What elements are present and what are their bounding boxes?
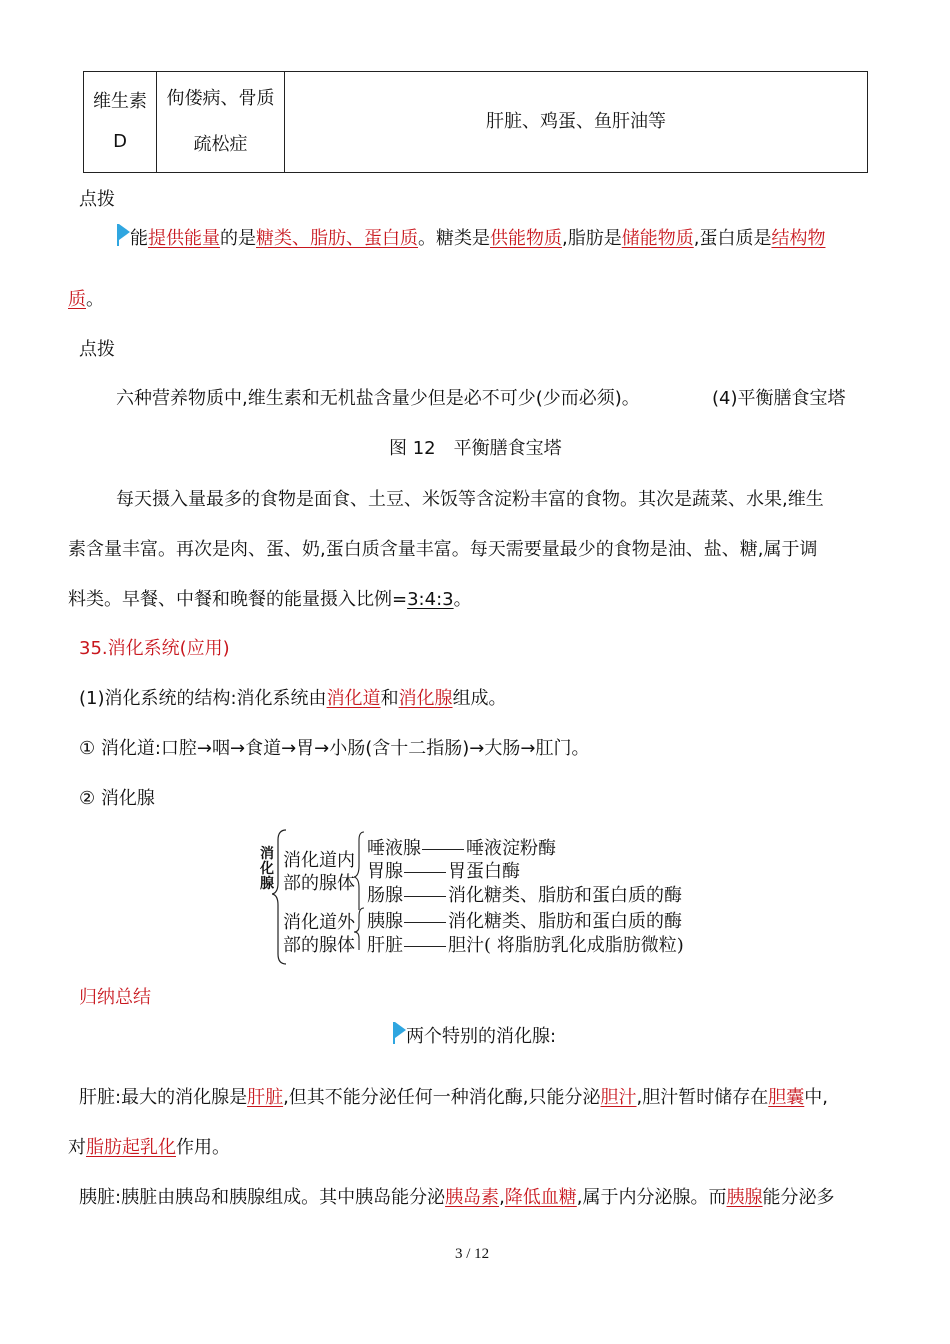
structure-line	[79, 686, 507, 712]
pancreas-line	[79, 1185, 835, 1211]
enzyme-name: 唾液淀粉酶	[466, 838, 556, 859]
gland-row	[367, 935, 684, 957]
enzyme-name: 消化糖类、脂肪和蛋白质的酶	[448, 885, 682, 906]
text: ,	[499, 1187, 505, 1208]
enzyme-name: 消化糖类、脂肪和蛋白质的酶	[448, 911, 682, 932]
outer-glands-label: 消化道外	[283, 912, 355, 933]
text: 中,	[804, 1087, 828, 1108]
key-term: 储能物质	[621, 228, 694, 249]
gland-name: 肝脏	[367, 935, 403, 956]
text: 。	[86, 289, 104, 310]
key-term: 胆汁	[600, 1087, 637, 1108]
text: 肝脏:最大的消化腺是	[79, 1087, 248, 1108]
diagram-root-label: 消化腺	[260, 846, 274, 892]
key-term: 消化腺	[398, 688, 453, 709]
key-term: 消化道	[326, 688, 381, 709]
figure-caption: 图 12 平衡膳食宝塔	[389, 438, 562, 459]
text: ,胆汁暂时储存在	[636, 1087, 769, 1108]
text: 对	[68, 1137, 86, 1158]
cell-nutrient	[84, 72, 157, 173]
cell-disease-text: 佝偻病、骨质疏松症	[166, 88, 275, 155]
inner-glands-label: 消化道内	[283, 850, 355, 871]
cell-source-text: 肝脏、鸡蛋、鱼肝油等	[486, 111, 666, 132]
table-row	[84, 72, 868, 173]
text: ,属于内分泌腺。而	[576, 1187, 727, 1208]
summary-heading: 归纳总结	[79, 987, 151, 1008]
flag-icon	[119, 224, 130, 240]
enzyme-name: 胆汁( 将脂肪乳化成脂肪微粒)	[448, 935, 684, 956]
digestive-tract-line: ① 消化道:口腔→咽→食道→胃→小肠(含十二指肠)→大肠→肛门。	[79, 738, 590, 759]
pyramid-line3	[68, 587, 472, 613]
cell-nutrient-text: 维生素D	[93, 91, 147, 152]
inner-glands-label: 部的腺体	[283, 873, 355, 894]
text: 能分泌多	[762, 1187, 835, 1208]
text: 料类。早餐、中餐和晚餐的能量摄入比例=	[68, 589, 408, 610]
gland-name: 胰腺	[367, 911, 403, 932]
text: 。	[453, 589, 472, 610]
connector-line	[404, 946, 446, 947]
vitamin-table	[83, 71, 868, 173]
connector-line	[404, 872, 446, 873]
key-term: 糖类、脂肪、蛋白质	[256, 228, 418, 249]
gland-row	[367, 911, 682, 933]
tip-energy-line2	[68, 287, 104, 313]
section-title: 35.消化系统(应用)	[79, 638, 230, 659]
key-term: 肝脏	[247, 1087, 284, 1108]
connector-line	[404, 922, 446, 923]
summary-subheading: 两个特别的消化腺:	[406, 1026, 557, 1047]
key-term: 质	[68, 289, 86, 310]
ratio-value: 3:4:3	[407, 589, 454, 610]
tip-energy-line1	[130, 226, 825, 252]
gland-row	[367, 838, 556, 860]
pyramid-heading: (4)平衡膳食宝塔	[712, 388, 846, 409]
connector-line	[404, 896, 446, 897]
pyramid-line2: 素含量丰富。再次是肉、蛋、奶,蛋白质含量丰富。每天需要量最少的食物是油、盐、糖,属于调	[68, 539, 818, 560]
text: ,蛋白质是	[693, 228, 772, 249]
gland-name: 唾液腺	[367, 838, 421, 859]
flag-icon	[395, 1022, 406, 1038]
gland-row	[367, 885, 682, 907]
cell-source	[285, 72, 868, 173]
cell-disease	[157, 72, 285, 173]
tip-heading: 点拨	[79, 189, 115, 210]
text: 能	[130, 228, 148, 249]
text: 的是	[220, 228, 256, 249]
gland-row	[367, 861, 520, 883]
text: 。糖类是	[418, 228, 490, 249]
outer-glands-label: 部的腺体	[283, 935, 355, 956]
liver-line1	[79, 1085, 828, 1111]
text: 组成。	[452, 688, 507, 709]
text: ,但其不能分泌任何一种消化酶,只能分泌	[283, 1087, 601, 1108]
connector-line	[422, 849, 464, 850]
text: 和	[380, 688, 399, 709]
gland-name: 胃腺	[367, 861, 403, 882]
key-term: 脂肪起乳化	[86, 1137, 176, 1158]
key-term: 结构物	[771, 228, 826, 249]
digestive-glands-line: ② 消化腺	[79, 788, 155, 809]
liver-line2	[68, 1135, 230, 1161]
tip-nutrients-text: 六种营养物质中,维生素和无机盐含量少但是必不可少(少而必须)。	[116, 388, 640, 409]
key-term: 胰岛素	[445, 1187, 500, 1208]
text: 作用。	[176, 1137, 230, 1158]
text: ,脂肪是	[562, 228, 622, 249]
enzyme-name: 胃蛋白酶	[448, 861, 520, 882]
key-term: 胰腺	[726, 1187, 763, 1208]
page-number: 3 / 12	[455, 1246, 490, 1262]
key-term: 降低血糖	[504, 1187, 577, 1208]
key-term: 供能物质	[490, 228, 562, 249]
pyramid-line1: 每天摄入量最多的食物是面食、土豆、米饭等含淀粉丰富的食物。其次是蔬菜、水果,维生	[116, 489, 824, 510]
tip-heading: 点拨	[79, 339, 115, 360]
text: (1)消化系统的结构:消化系统由	[79, 688, 327, 709]
key-term: 胆囊	[768, 1087, 805, 1108]
key-term: 提供能量	[148, 228, 220, 249]
text: 胰脏:胰脏由胰岛和胰腺组成。其中胰岛能分泌	[79, 1187, 446, 1208]
gland-name: 肠腺	[367, 885, 403, 906]
